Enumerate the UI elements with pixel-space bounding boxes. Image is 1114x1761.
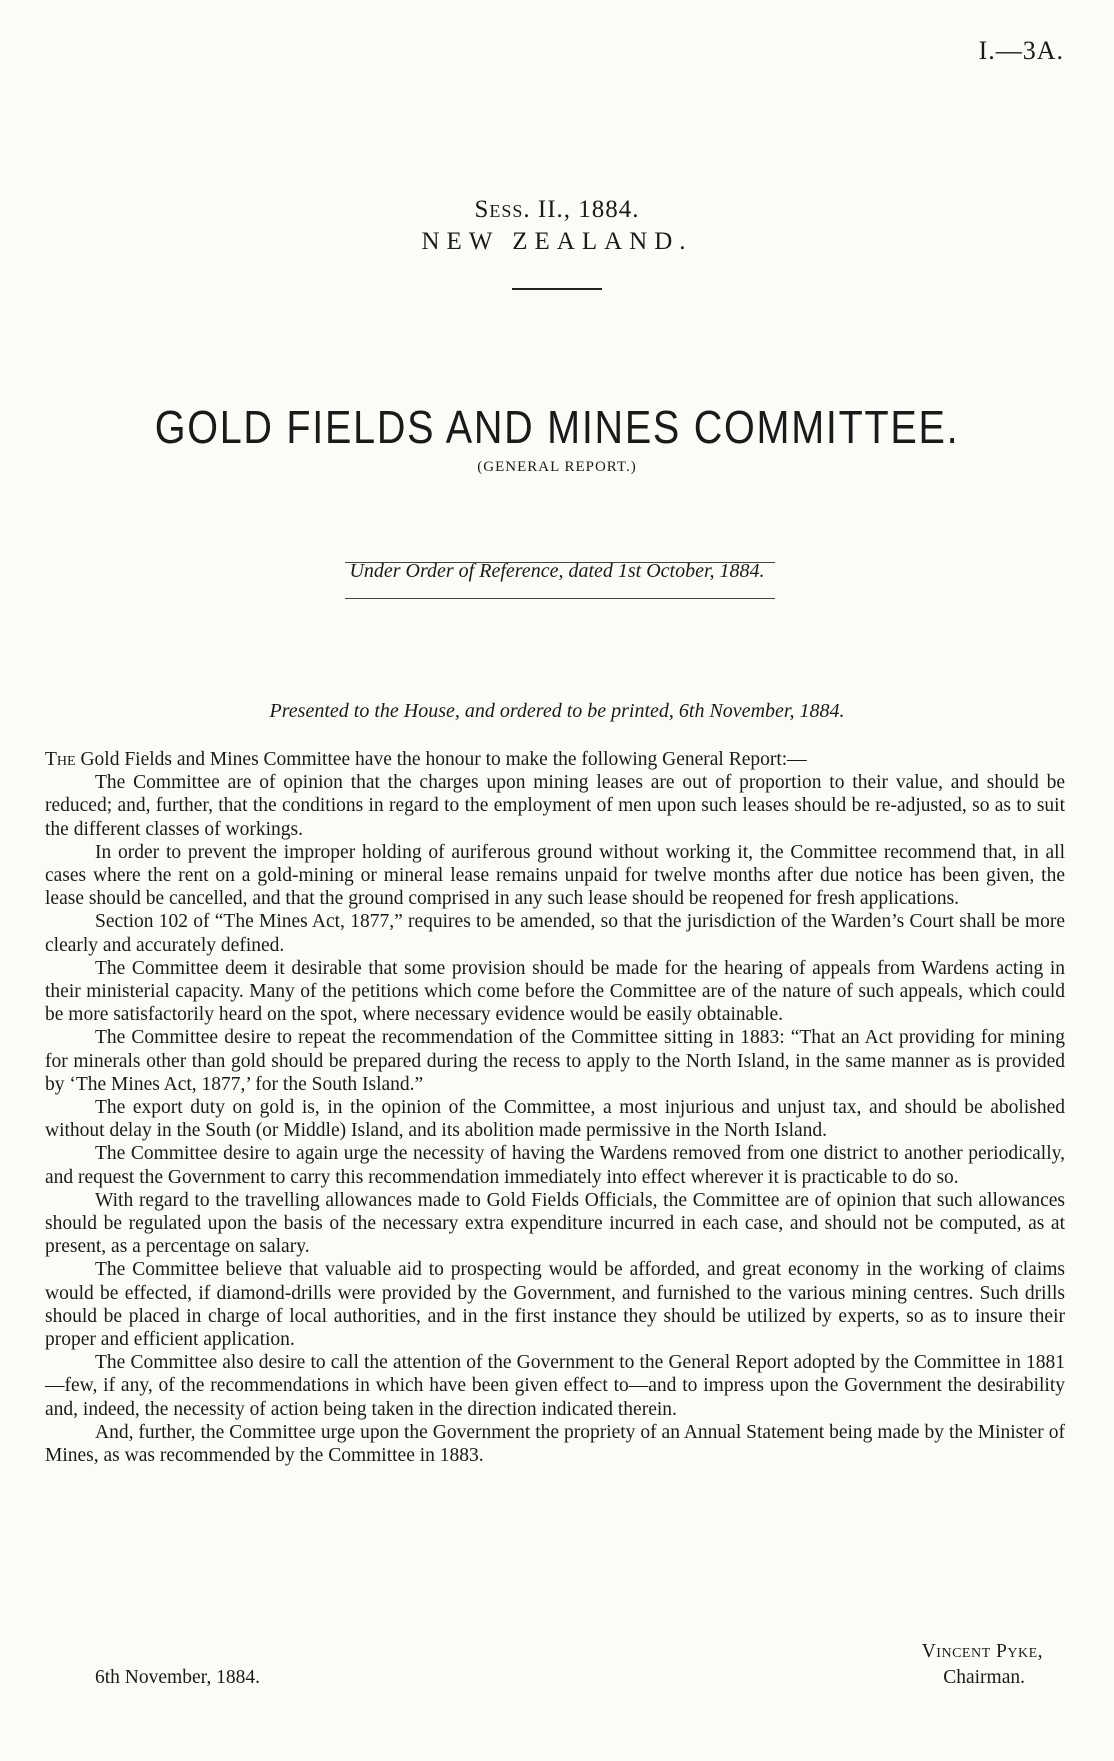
session-number: II., 1884. [530, 196, 640, 223]
country-name: NEW ZEALAND. [421, 227, 693, 255]
paragraph-diamond-drills: The Committee believe that valuable aid to prospecting would be afforded, and great economy in the working of claims would be effected, if diamond-drills were provided by the Government, and furnished to the various mining centres. Such drills should be placed in charge of local authorities, and in the first instance they should be utilized by experts, so as to insure their proper and efficient application. [45, 1259, 1065, 1351]
session-label: Sess. [474, 196, 531, 223]
report-subtitle: (GENERAL REPORT.) [477, 459, 637, 475]
session-line [0, 196, 1114, 224]
paragraph-annual-statement: And, further, the Committee urge upon the Government the propriety of an Annual Statement being made by the Minister of Mines, as was recommended by the Committee in 1883. [45, 1421, 1065, 1467]
presented-note: Presented to the House, and ordered to be printed, 6th November, 1884. [269, 700, 845, 722]
paragraph-minerals-act: The Committee desire to repeat the recommendation of the Committee sitting in 1883: “That an Act providing for mining for minerals other than gold should be prepared during the recess to apply to the North Island, in the same manner as is provided by ‘The Mines Act, 1877,’ for the South Island.” [45, 1027, 1065, 1095]
paragraph-section-102: Section 102 of “The Mines Act, 1877,” requires to be amended, so that the jurisdiction of the Warden’s Court shall be more clearly and accurately defined. [45, 911, 1065, 956]
signer-role: Chairman. [943, 1667, 1025, 1688]
signature-date: 6th November, 1884. [95, 1667, 260, 1688]
intro-paragraph [45, 748, 1065, 771]
paragraph-1881-report: The Committee also desire to call the attention of the Government to the General Report adopted by the Committee in 1881—few, if any, of the recommendations in which have been given effect to—and to impress upon the Government the desirability and, indeed, the necessity of action being taken in the direction indicated therein. [45, 1352, 1065, 1420]
intro-text: Gold Fields and Mines Committee have the honour to make the following General Report:— [75, 749, 807, 770]
order-of-reference: Under Order of Reference, dated 1st October, 1884. [349, 560, 765, 582]
paragraph-appeals: The Committee deem it desirable that some provision should be made for the hearing of appeals from Wardens acting in their ministerial capacity. Many of the petitions which come before the Committee are of the nature of such appeals, which could be more satisfactorily heard on the spot, where necessary evidence would be easily obtainable. [45, 957, 1065, 1026]
intro-first-word: The [45, 749, 76, 770]
page-code: I.—3A. [978, 36, 1064, 65]
paragraph-export-duty: The export duty on gold is, in the opinion of the Committee, a most injurious and unjust tax, and should be abolished without delay in the South (or Middle) Island, and its abolition made permissive in the North Island. [45, 1097, 1065, 1142]
paragraph-lease-charges: The Committee are of opinion that the charges upon mining leases are out of proportion to their value, and should be reduced; and, further, that the conditions in regard to the employment of men upon such leases should be re-adjusted, so as to suit the different classes of workings. [45, 772, 1065, 840]
signature-block [45, 1641, 1065, 1711]
report-body [45, 748, 1065, 1467]
header-divider [512, 288, 602, 290]
paragraph-travelling-allowances: With regard to the travelling allowances made to Gold Fields Officials, the Committee are of opinion that such allowances should be regulated upon the basis of the necessary extra expenditure incurred in each case, and should not be computed, as at present, as a percentage on salary. [45, 1189, 1065, 1258]
paragraph-wardens-removal: The Committee desire to again urge the necessity of having the Wardens removed from one district to another periodically, and request the Government to carry this recommendation immediately into effect wherever it is practicable to do so. [45, 1143, 1065, 1188]
report-title: GOLD FIELDS AND MINES COMMITTEE. [154, 401, 960, 453]
order-rule-bottom [345, 598, 775, 599]
paragraph-auriferous-ground: In order to prevent the improper holding of auriferous ground without working it, the Committee recommend that, in all cases where the rent on a gold-mining or mineral lease remains unpaid for twelve months after due notice has been given, the lease should be cancelled, and that the ground comprised in any such lease should be reopened for fresh applications. [45, 841, 1065, 910]
header-block [0, 196, 1114, 290]
signer-name: Vincent Pyke, [921, 1641, 1043, 1662]
